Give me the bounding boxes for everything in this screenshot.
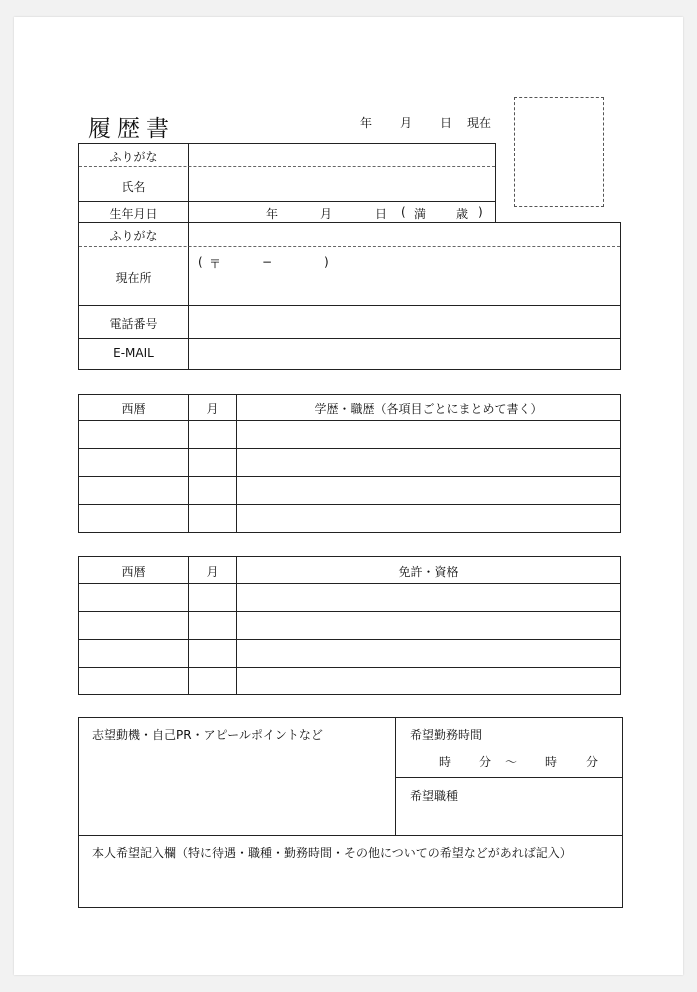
- address-field[interactable]: [190, 248, 620, 304]
- birth-year-label: 年: [266, 207, 279, 221]
- name-furigana-field[interactable]: [190, 144, 495, 165]
- education-col-month: 月: [206, 402, 219, 416]
- licenses-col-content: 免許・資格: [398, 565, 459, 579]
- photo-box[interactable]: [514, 97, 604, 207]
- licenses-col-year: 西暦: [121, 565, 146, 579]
- job-type-label: 希望職種: [410, 789, 459, 803]
- education-col-year: 西暦: [121, 402, 146, 416]
- address-furigana-field[interactable]: [190, 224, 620, 245]
- table-row[interactable]: [79, 505, 620, 532]
- birth-paren-close: ): [478, 205, 483, 219]
- email-field[interactable]: [190, 340, 620, 369]
- date-year-label: 年: [360, 116, 373, 130]
- motivation-label: 志望動機・自己PR・アピールポイントなど: [92, 728, 323, 742]
- hours-to-hour: 時: [545, 755, 558, 769]
- table-row[interactable]: [79, 640, 620, 667]
- document-title: 履歴書: [88, 116, 175, 142]
- date-month-label: 月: [400, 116, 413, 130]
- job-type-field[interactable]: [397, 805, 621, 833]
- hours-from-min: 分: [479, 755, 492, 769]
- postal-paren-close: ): [324, 255, 329, 269]
- birth-label: 生年月日: [109, 207, 158, 221]
- name-field[interactable]: [190, 168, 495, 200]
- table-row[interactable]: [79, 421, 620, 448]
- birth-day-label: 日: [375, 207, 388, 221]
- postal-paren-open: (: [198, 255, 203, 269]
- licenses-col-month: 月: [206, 565, 219, 579]
- table-row[interactable]: [79, 449, 620, 476]
- birth-man-label: 満: [414, 207, 427, 221]
- postal-mark-icon: 〒: [209, 257, 222, 271]
- phone-label: 電話番号: [109, 317, 158, 331]
- hours-from-hour: 時: [439, 755, 452, 769]
- hours-label: 希望勤務時間: [410, 728, 483, 742]
- address-furigana-label: ふりがな: [109, 229, 158, 243]
- name-label: 氏名: [121, 180, 146, 194]
- birth-age-label: 歳: [456, 207, 469, 221]
- name-furigana-label: ふりがな: [109, 150, 158, 164]
- date-day-label: 日: [440, 116, 453, 130]
- email-label: E-MAIL: [113, 346, 154, 360]
- date-suffix-label: 現在: [467, 116, 492, 130]
- phone-field[interactable]: [190, 307, 620, 337]
- table-row[interactable]: [79, 612, 620, 639]
- table-row[interactable]: [79, 477, 620, 504]
- table-row[interactable]: [79, 668, 620, 694]
- requests-label: 本人希望記入欄（特に待遇・職種・勤務時間・その他についての希望などがあれば記入）: [92, 846, 572, 860]
- table-row[interactable]: [79, 584, 620, 611]
- hours-to-min: 分: [586, 755, 599, 769]
- education-col-content: 学歴・職歴（各項目ごとにまとめて書く）: [314, 402, 543, 416]
- address-label: 現在所: [115, 271, 152, 285]
- postal-dash: −: [262, 255, 273, 269]
- requests-field[interactable]: [80, 862, 621, 906]
- hours-tilde: 〜: [505, 755, 518, 769]
- birth-month-label: 月: [320, 207, 333, 221]
- birth-paren-open: (: [401, 205, 406, 219]
- motivation-field[interactable]: [80, 745, 393, 833]
